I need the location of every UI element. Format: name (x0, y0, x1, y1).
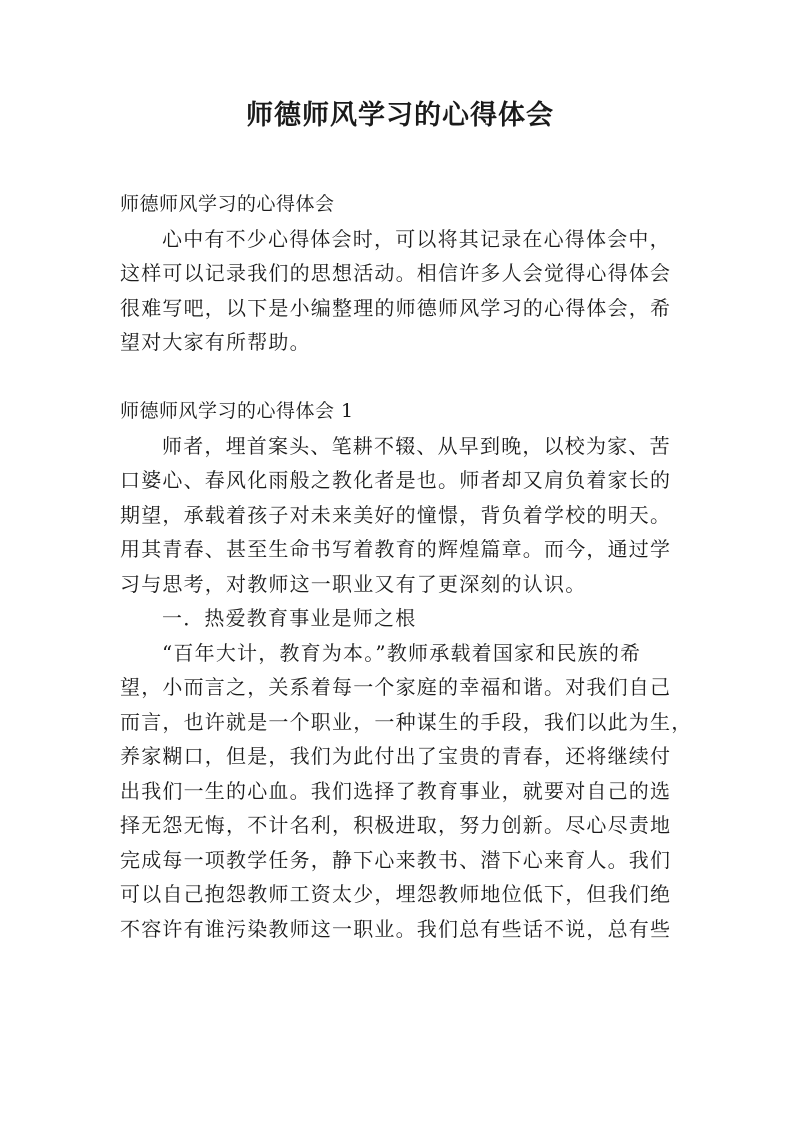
paragraph-line: 习与思考，对教师这一职业又有了更深刻的认识。 (120, 571, 587, 596)
intro-line: 很难写吧，以下是小编整理的师德师风学习的心得体会，希 (120, 295, 672, 320)
document-body (120, 187, 692, 946)
intro-line: 望对大家有所帮助。 (120, 330, 311, 354)
paragraph-line: 而言，也许就是一个职业，一种谋生的手段，我们以此为生， (120, 709, 693, 734)
intro-line: 心中有不少心得体会时，可以将其记录在心得体会中， (162, 226, 671, 251)
paragraph-line: “百年大计，教育为本。”教师承载着国家和民族的希 (162, 640, 642, 665)
paragraph-line: 出我们一生的心血。我们选择了教育事业，就要对自己的选 (120, 778, 672, 803)
paragraph-line: 完成每一项教学任务，静下心来教书、潜下心来育人。我们 (120, 847, 672, 872)
paragraph-line: 师者，埋首案头、笔耕不辍、从早到晚，以校为家、苦 (162, 433, 671, 458)
paragraph-line: 期望，承载着孩子对未来美好的憧憬，背负着学校的明天。 (120, 502, 672, 527)
paragraph-line: 口婆心、春风化雨般之教化者是也。师者却又肩负着家长的 (120, 468, 672, 492)
document-subtitle: 师德师风学习的心得体会 (120, 193, 335, 215)
paragraph-line: 择无怨无悔，不计名利，积极进取，努力创新。尽心尽责地 (120, 813, 672, 837)
intro-line: 这样可以记录我们的思想活动。相信许多人会觉得心得体会 (120, 261, 672, 285)
document-title: 师德师风学习的心得体会 (246, 100, 554, 131)
paragraph-line: 望，小而言之，关系着每一个家庭的幸福和谐。对我们自己 (120, 675, 672, 699)
paragraph-line: 可以自己抱怨教师工资太少，埋怨教师地位低下，但我们绝 (120, 882, 672, 906)
paragraph-gap (120, 360, 692, 395)
paragraph-line: 养家糊口，但是，我们为此付出了宝贵的青春，还将继续付 (120, 744, 672, 768)
point-heading: 一．热爱教育事业是师之根 (162, 606, 417, 630)
paragraph-line: 不容许有谁污染教师这一职业。我们总有些话不说，总有些 (120, 916, 672, 941)
paragraph-line: 用其青春、甚至生命书写着教育的辉煌篇章。而今，通过学 (120, 537, 672, 561)
section-title: 师德师风学习的心得体会 1 (120, 400, 354, 422)
